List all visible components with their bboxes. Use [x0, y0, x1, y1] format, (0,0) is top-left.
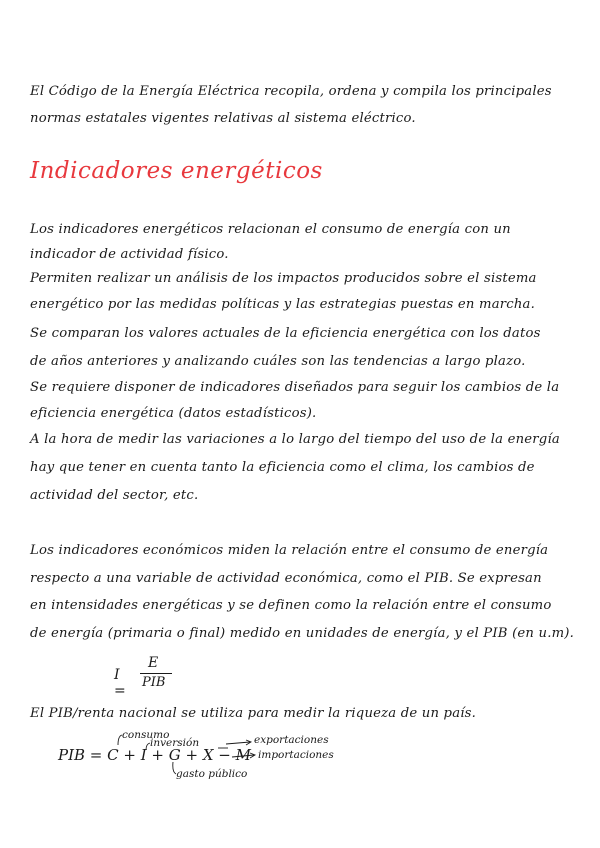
formula-denominator: PIB [142, 675, 166, 690]
para2-line-2: respecto a una variable de actividad económica, como el PIB. Se expresan [30, 571, 542, 586]
arrow-consumo [118, 735, 122, 745]
para1-line-2: indicador de actividad físico. [30, 247, 229, 262]
para2-line-3: en intensidades energéticas y se definen como la relación entre el consumo [30, 598, 552, 613]
para1-line-8: eficiencia energética (datos estadísticos). [30, 406, 317, 421]
pib-line: El PIB/renta nacional se utiliza para medir la riqueza de un país. [30, 706, 477, 721]
para2-line-1: Los indicadores económicos miden la relación entre el consumo de energía [30, 543, 549, 558]
para1-line-4: energético por las medidas políticas y las estrategias puestas en marcha. [30, 297, 536, 312]
para1-line-7: Se requiere disponer de indicadores diseñados para seguir los cambios de la [30, 380, 560, 395]
annotation-importaciones: importaciones [258, 749, 334, 761]
intro-line-2: normas estatales vigentes relativas al sistema eléctrico. [30, 111, 416, 126]
para1-line-1: Los indicadores energéticos relacionan el consumo de energía con un [30, 222, 511, 237]
formula-lhs: I = [114, 667, 126, 699]
annotation-gasto-publico: gasto público [176, 768, 248, 780]
para1-line-3: Permiten realizar un análisis de los impactos producidos sobre el sistema [30, 271, 537, 286]
para1-line-5: Se comparan los valores actuales de la eficiencia energética con los datos [30, 326, 541, 341]
para1-line-6: de años anteriores y analizando cuáles son las tendencias a largo plazo. [30, 354, 526, 369]
para1-line-10: hay que tener en cuenta tanto la eficiencia como el clima, los cambios de [30, 460, 535, 475]
section-title: Indicadores energéticos [30, 158, 323, 184]
annotation-inversion: inversión [150, 737, 200, 749]
para1-line-11: actividad del sector, etc. [30, 488, 199, 503]
formula-numerator: E [148, 655, 159, 671]
pib-equation: PIB = C + I + G + X − M [58, 746, 251, 764]
annotation-consumo: consumo [122, 729, 170, 741]
arrow-exportaciones [226, 742, 250, 744]
para2-line-4: de energía (primaria o final) medido en unidades de energía, y el PIB (en u.m). [30, 626, 575, 641]
para1-line-9: A la hora de medir las variaciones a lo largo del tiempo del uso de la energía [30, 432, 560, 447]
intro-line-1: El Código de la Energía Eléctrica recopila, ordena y compila los principales [30, 84, 552, 99]
annotation-exportaciones: exportaciones [254, 734, 329, 746]
